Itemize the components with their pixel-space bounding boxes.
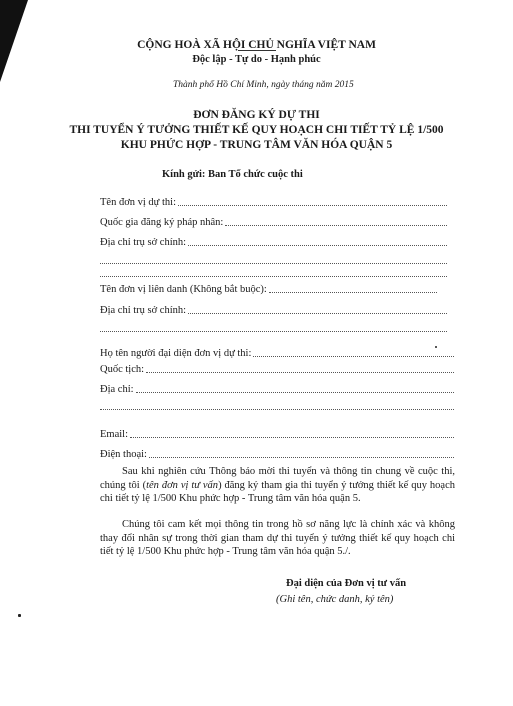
joint-office-field[interactable] — [100, 305, 447, 316]
email-label: Email: — [100, 429, 128, 440]
phone-field[interactable] — [100, 449, 454, 460]
scan-speck-left — [18, 614, 21, 617]
signature-title: Đại diện của Đơn vị tư vấn — [286, 578, 407, 589]
unit-name-label: Tên đơn vị dự thi: — [100, 197, 176, 208]
form-subtitle-2: KHU PHỨC HỢP - TRUNG TÂM VĂN HÓA QUẬN 5 — [120, 139, 393, 151]
address-line-2[interactable] — [100, 409, 454, 410]
form-title: ĐƠN ĐĂNG KÝ DỰ THI — [193, 109, 320, 121]
head-office-label: Địa chỉ trụ sở chính: — [100, 237, 187, 248]
legal-country-field[interactable] — [100, 217, 447, 228]
phone-label: Điện thoại: — [100, 449, 147, 460]
paragraph-registration-part2: ) đăng ký tham gia thi tuyển ý tưởng thiết kế quy hoạch chi tiết tỷ lệ 1/500 Khu phức hợp - Trung tâm văn hóa quận 5. — [100, 479, 455, 505]
head-office-field[interactable] — [100, 237, 447, 248]
joint-office-line-2[interactable] — [100, 331, 447, 332]
motto-heading: Độc lập - Tự do - Hạnh phúc — [192, 54, 321, 65]
paragraph-registration-part1: Sau khi nghiên cứu Thông báo mời thi tuyển và thông tin chung về cuộc thi, chúng tôi ( — [100, 466, 455, 491]
email-field[interactable] — [100, 429, 454, 440]
scan-speck — [435, 346, 437, 348]
nationality-field[interactable] — [100, 364, 454, 375]
representative-field[interactable] — [100, 348, 454, 359]
signature-note: (Ghi tên, chức danh, ký tên) — [276, 594, 394, 605]
motto-underline — [238, 50, 276, 51]
form-subtitle-1: THI TUYỂN Ý TƯỞNG THIẾT KẾ QUY HOẠCH CHI TIẾT TỶ LỆ 1/500 — [69, 124, 444, 136]
joint-name-label: Tên đơn vị liên danh (Không bắt buộc): — [100, 284, 267, 295]
paragraph-registration — [100, 465, 455, 506]
head-office-line-2[interactable] — [100, 263, 447, 264]
nationality-label: Quốc tịch: — [100, 364, 145, 375]
paragraph-commitment: Chúng tôi cam kết mọi thông tin trong hồ sơ năng lực là chính xác và không thay đổi nhân sự trong thời gian tham dự thi tuyển ý tưởng thiết kế quy hoạch chi tiết tỷ lệ 1/500 Khu phức hợp - Trung tâm văn hóa quận 5./. — [100, 519, 455, 558]
address-field[interactable] — [100, 384, 454, 395]
legal-country-label: Quốc gia đăng ký pháp nhân: — [100, 217, 224, 228]
address-label: Địa chỉ: — [100, 384, 134, 395]
unit-name-field[interactable] — [100, 197, 447, 208]
country-heading: CỘNG HOÀ XÃ HỘI CHỦ NGHĨA VIỆT NAM — [137, 39, 376, 51]
joint-office-label: Địa chỉ trụ sở chính: — [100, 305, 187, 316]
representative-label: Họ tên người đại diện đơn vị dự thi: — [100, 348, 252, 359]
head-office-line-3[interactable] — [100, 276, 447, 277]
recipient-line: Kính gửi: Ban Tổ chức cuộc thi — [162, 169, 303, 180]
consultant-name-placeholder: tên đơn vị tư vấn — [146, 479, 219, 491]
place-date: Thành phố Hồ Chí Minh, ngày tháng năm 2015 — [173, 80, 354, 90]
joint-name-field[interactable] — [100, 284, 437, 295]
